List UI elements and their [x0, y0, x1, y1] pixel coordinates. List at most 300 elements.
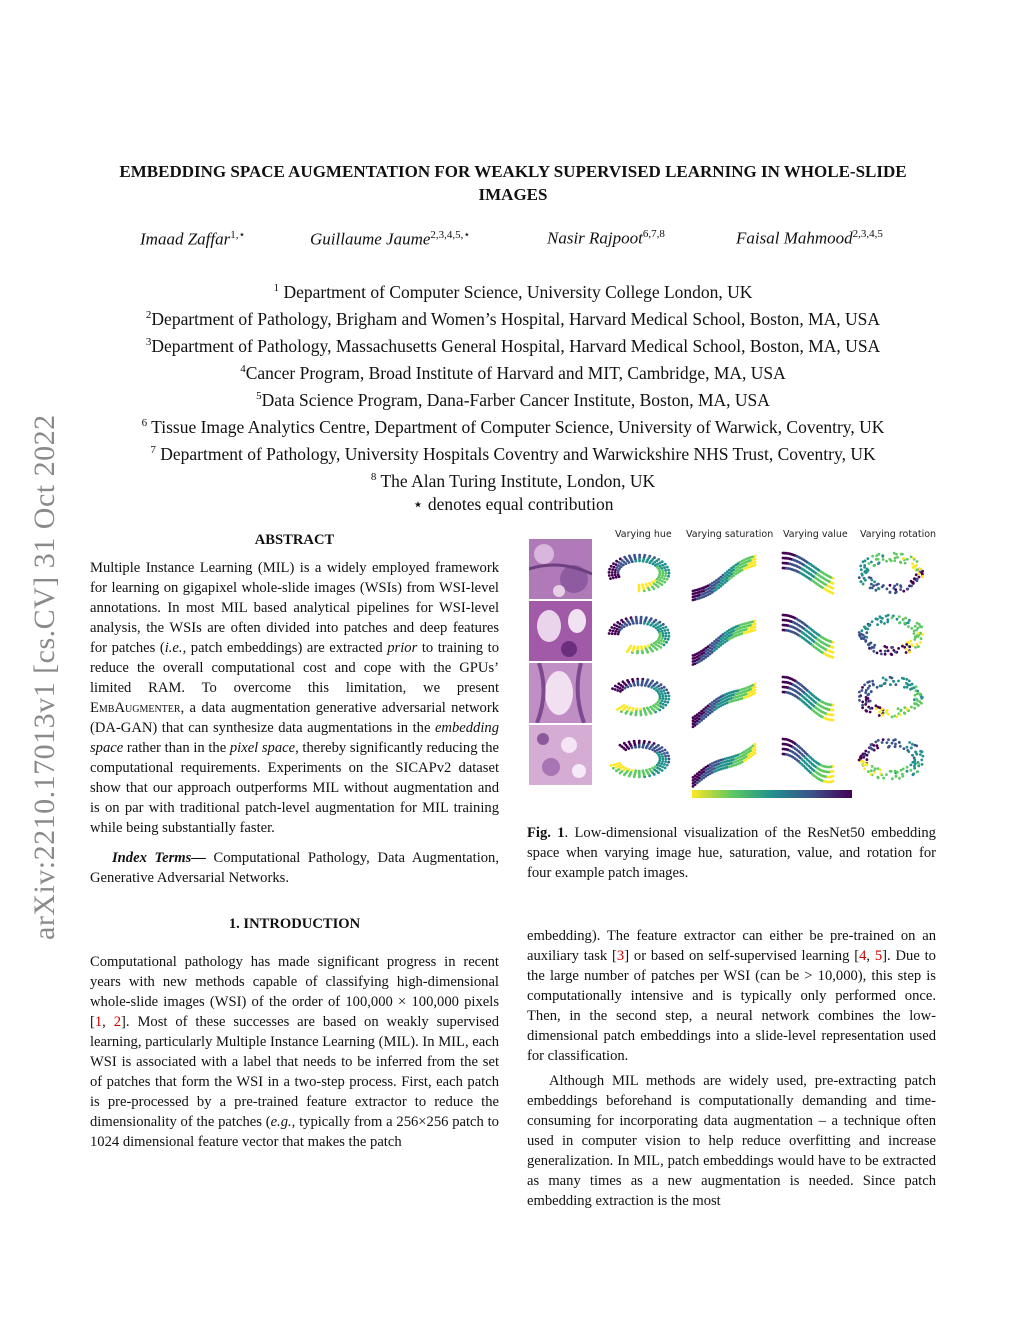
scatter-point	[869, 746, 872, 749]
scatter-point	[625, 705, 628, 708]
scatter-point	[871, 555, 874, 558]
scatter-point	[898, 741, 901, 744]
scatter-point	[648, 561, 651, 564]
scatter-point	[663, 566, 666, 569]
scatter-point	[655, 703, 658, 706]
scatter-point	[908, 741, 911, 744]
scatter-point	[876, 618, 879, 621]
scatter-point	[907, 621, 910, 624]
scatter-point	[905, 648, 908, 651]
scatter-point	[665, 695, 668, 698]
scatter-point	[906, 588, 909, 591]
scatter-point	[891, 742, 894, 745]
scatter-point	[870, 647, 873, 650]
scatter-point	[648, 768, 651, 771]
scatter-point	[903, 686, 906, 689]
scatter-point	[661, 700, 664, 703]
scatter-point	[894, 770, 897, 773]
scatter-point	[665, 572, 668, 575]
scatter-point	[617, 564, 620, 567]
scatter-point	[876, 744, 879, 747]
scatter-point	[631, 746, 634, 749]
scatter-point	[892, 680, 895, 683]
scatter-point	[886, 741, 889, 744]
scatter-point	[900, 709, 903, 712]
scatter-point	[917, 632, 920, 635]
scatter-point	[640, 646, 643, 649]
scatter-point	[704, 715, 707, 718]
scatter-point	[616, 628, 619, 631]
scatter-point	[660, 577, 663, 580]
scatter-point	[908, 619, 911, 622]
scatter-point	[913, 707, 916, 710]
scatter-point	[920, 702, 923, 705]
scatter-point	[617, 765, 620, 768]
scatter-point	[637, 646, 640, 649]
scatter-point	[754, 561, 757, 564]
scatter-point	[864, 626, 867, 629]
scatter-point	[897, 647, 900, 650]
scatter-point	[660, 762, 663, 765]
scatter-point	[661, 755, 664, 758]
scatter-point	[662, 758, 665, 761]
scatter-point	[624, 748, 627, 751]
scatter-point	[911, 754, 914, 757]
scatter-point	[635, 708, 638, 711]
scatter-point	[662, 695, 665, 698]
scatter-point	[873, 580, 876, 583]
scatter-point	[632, 622, 635, 625]
scatter-point	[863, 768, 866, 771]
scatter-point	[665, 758, 668, 761]
scatter-point	[914, 762, 917, 765]
scatter-point	[889, 770, 892, 773]
affiliation: $^8$ The Alan Turing Institute, London, UK	[370, 471, 656, 492]
scatter-point	[633, 645, 636, 648]
scatter-point	[873, 771, 876, 774]
scatter-point	[662, 703, 665, 706]
scatter-point	[889, 683, 892, 686]
scatter-point	[666, 751, 669, 754]
scatter-point	[910, 747, 913, 750]
scatter-point	[643, 622, 646, 625]
scatter-point	[608, 632, 611, 635]
scatter-point	[876, 652, 879, 655]
author: Imaad Zaffar$^{1,⋆}$	[140, 229, 246, 249]
scatter-point	[917, 763, 920, 766]
scatter-point	[865, 631, 868, 634]
scatter-point	[663, 752, 666, 755]
scatter-point	[915, 573, 918, 576]
scatter-point	[897, 707, 900, 710]
scatter-point	[667, 575, 670, 578]
scatter-point	[614, 571, 617, 574]
scatter-point	[662, 635, 665, 638]
scatter-point	[664, 698, 667, 701]
scatter-point	[916, 771, 919, 774]
scatter-point	[875, 741, 878, 744]
scatter-point	[623, 704, 626, 707]
scatter-point	[918, 568, 921, 571]
figure-column-label: Varying saturation	[686, 529, 774, 540]
figure-column-label: Varying rotation	[860, 529, 937, 540]
scatter-point	[887, 649, 890, 652]
scatter-point	[662, 627, 665, 630]
scatter-point	[878, 711, 881, 714]
scatter-point	[642, 769, 645, 772]
scatter-point	[652, 625, 655, 628]
scatter-point	[902, 557, 905, 560]
scatter-point	[884, 650, 887, 653]
scatter-point	[650, 643, 653, 646]
scatter-point	[664, 749, 667, 752]
scatter-point	[896, 618, 899, 621]
scatter-point	[864, 640, 867, 643]
scatter-point	[642, 560, 645, 563]
scatter-point	[894, 592, 897, 595]
scatter-point	[609, 577, 612, 580]
scatter-point	[910, 706, 913, 709]
scatter-point	[640, 684, 643, 687]
scatter-point	[882, 738, 885, 741]
scatter-point	[921, 570, 924, 573]
scatter-point	[608, 574, 611, 577]
scatter-point	[889, 676, 892, 679]
scatter-point	[887, 713, 890, 716]
scatter-point	[639, 708, 642, 711]
scatter-point	[891, 777, 894, 780]
scatter-point	[654, 579, 657, 582]
scatter-point	[864, 560, 867, 563]
scatter-point	[888, 558, 891, 561]
scatter-point	[754, 558, 757, 561]
scatter-point	[905, 643, 908, 646]
scatter-point	[754, 629, 757, 632]
scatter-point	[860, 568, 863, 571]
scatter-point	[916, 699, 919, 702]
scatter-point	[667, 632, 670, 635]
scatter-point	[634, 560, 637, 563]
scatter-point	[641, 583, 644, 586]
scatter-point	[754, 683, 757, 686]
scatter-point	[879, 685, 882, 688]
scatter-point	[832, 704, 835, 707]
scatter-point	[869, 711, 872, 714]
scatter-point	[860, 637, 863, 640]
scatter-point	[916, 643, 919, 646]
scatter-point	[664, 700, 667, 703]
paper-title: EMBEDDING SPACE AUGMENTATION FOR WEAKLY SUPERVISED LEARNING IN WHOLE-SLIDE IMAGES	[119, 162, 907, 204]
scatter-point	[634, 746, 637, 749]
scatter-point	[878, 561, 881, 564]
scatter-point	[613, 566, 616, 569]
scatter-point	[920, 759, 923, 762]
scatter-point	[610, 565, 613, 568]
scatter-point	[911, 683, 914, 686]
scatter-point	[894, 745, 897, 748]
scatter-point	[858, 695, 861, 698]
scatter-point	[921, 575, 924, 578]
author-list	[100, 228, 926, 256]
scatter-point	[875, 554, 878, 557]
scatter-point	[832, 714, 835, 717]
scatter-point	[913, 630, 916, 633]
scatter-point	[870, 642, 873, 645]
scatter-point	[903, 712, 906, 715]
scatter-point	[667, 755, 670, 758]
scatter-point	[615, 563, 618, 566]
scatter-point	[662, 706, 665, 709]
scatter-point	[657, 704, 660, 707]
scatter-point	[920, 637, 923, 640]
scatter-point	[878, 587, 881, 590]
intro-text: Computational pathology has made significant progress in recent years with new methods capable of classifying high-dimensional whole-slide images (WSI) of the order of 100,000 × 100,000 pixels [1, 2]. Most of these successes are based on weakly supervised learning, particularly Multiple Instance Learning (MIL). In MIL, each WSI is associated with a label that needs to be inferred from the set of patches that form the WSI in a two-step process. First, each patch is pre-processed by a pre-trained feature extractor to reduce the dimensionality of the patches (e.g., typically from a 256×256 patch to 1024 dimensional feature vector that makes the patch	[90, 954, 499, 1150]
scatter-point	[916, 622, 919, 625]
scatter-point	[921, 633, 924, 636]
intro-paragraph: Although MIL methods are widely used, pre-extracting patch embeddings beforehand is computationally demanding and time-consuming for incorporating data augmentation – a technique often used in computer vision to help reduce overfitting and increase generalization. In MIL, patch embeddings would have to be extracted as many times as a new augmentation is needed. Since patch embedding extraction is the most	[527, 1073, 936, 1209]
tissue-patch-image	[529, 539, 592, 599]
scatter-point	[885, 560, 888, 563]
scatter-point	[661, 564, 664, 567]
scatter-point	[664, 692, 667, 695]
scatter-point	[889, 591, 892, 594]
scatter-point	[875, 704, 878, 707]
scatter-point	[638, 746, 641, 749]
figure-column-label: Varying hue	[615, 529, 672, 540]
scatter-point	[899, 588, 902, 591]
scatter-point	[610, 626, 613, 629]
scatter-point	[873, 644, 876, 647]
scatter-point	[914, 702, 917, 705]
scatter-point	[644, 684, 647, 687]
citation-link[interactable]: 5	[874, 948, 883, 964]
scatter-point	[868, 562, 871, 565]
scatter-point	[754, 746, 757, 749]
scatter-point	[666, 578, 669, 581]
scatter-point	[613, 623, 616, 626]
scatter-point	[877, 558, 880, 561]
scatter-point	[883, 682, 886, 685]
scatter-point	[889, 584, 892, 587]
scatter-point	[908, 645, 911, 648]
scatter-point	[872, 646, 875, 649]
scatter-point	[664, 637, 667, 640]
scatter-point	[661, 750, 664, 753]
scatter-point	[918, 572, 921, 575]
scatter-point	[832, 765, 835, 768]
scatter-point	[620, 565, 623, 568]
scatter-point	[905, 651, 908, 654]
scatter-point	[611, 687, 614, 690]
scatter-point	[698, 721, 701, 724]
scatter-point	[921, 763, 924, 766]
scatter-point	[881, 741, 884, 744]
scatter-point	[869, 707, 872, 710]
left-column	[90, 530, 499, 1152]
scatter-point	[895, 683, 898, 686]
scatter-point	[646, 623, 649, 626]
scatter-point	[858, 576, 861, 579]
scatter-point	[915, 565, 918, 568]
scatter-point	[832, 775, 835, 778]
scatter-point	[657, 625, 660, 628]
scatter-point	[892, 739, 895, 742]
scatter-point	[614, 685, 617, 688]
scatter-point	[866, 758, 869, 761]
scatter-point	[915, 689, 918, 692]
scatter-point	[624, 767, 627, 770]
figure-column-label: Varying value	[783, 529, 848, 540]
scatter-point	[899, 745, 902, 748]
affiliation: $^4$Cancer Program, Broad Institute of Harvard and MIT, Cambridge, MA, USA	[240, 362, 786, 383]
scatter-point	[662, 623, 665, 626]
scatter-point	[715, 647, 718, 650]
scatter-point	[912, 582, 915, 585]
scatter-point	[870, 579, 873, 582]
scatter-point	[643, 707, 646, 710]
scatter-point	[660, 642, 663, 645]
scatter-point	[885, 773, 888, 776]
scatter-point	[654, 765, 657, 768]
scatter-point	[893, 559, 896, 562]
scatter-point	[876, 623, 879, 626]
scatter-point	[832, 651, 835, 654]
scatter-point	[832, 641, 835, 644]
scatter-point	[887, 738, 890, 741]
scatter-point	[666, 701, 669, 704]
scatter-point	[870, 561, 873, 564]
scatter-point	[891, 616, 894, 619]
citation-link[interactable]: 3	[616, 948, 625, 964]
scatter-point	[832, 780, 835, 783]
scatter-point	[644, 645, 647, 648]
scatter-point	[615, 625, 618, 628]
scatter-point	[870, 769, 873, 772]
scatter-point	[625, 624, 628, 627]
scatter-point	[902, 618, 905, 621]
scatter-point	[900, 769, 903, 772]
scatter-point	[907, 750, 910, 753]
citation-link[interactable]: 4	[859, 948, 867, 964]
scatter-point	[891, 646, 894, 649]
scatter-point	[648, 747, 651, 750]
scatter-point	[901, 775, 904, 778]
scatter-point	[861, 574, 864, 577]
scatter-point	[663, 686, 666, 689]
scatter-point	[661, 569, 664, 572]
scatter-point	[662, 632, 665, 635]
scatter-point	[615, 766, 618, 769]
scatter-point	[629, 623, 632, 626]
scatter-point	[659, 627, 662, 630]
scatter-point	[754, 689, 757, 692]
scatter-point	[919, 693, 922, 696]
scatter-point	[612, 767, 615, 770]
scatter-point	[614, 632, 617, 635]
scatter-point	[912, 557, 915, 560]
scatter-point	[615, 763, 618, 766]
scatter-point	[903, 622, 906, 625]
scatter-point	[886, 618, 889, 621]
scatter-point	[661, 766, 664, 769]
scatter-point	[879, 772, 882, 775]
scatter-point	[902, 590, 905, 593]
scatter-point	[896, 583, 899, 586]
scatter-point	[906, 766, 909, 769]
scatter-point	[634, 769, 637, 772]
scatter-point	[611, 568, 614, 571]
scatter-point	[861, 689, 864, 692]
scatter-point	[875, 589, 878, 592]
embedding-scatter-grid	[597, 539, 935, 791]
scatter-point	[610, 764, 613, 767]
scatter-point	[663, 577, 666, 580]
scatter-point	[868, 624, 871, 627]
scatter-point	[905, 682, 908, 685]
citation-link[interactable]: 2	[113, 1014, 122, 1030]
scatter-point	[861, 629, 864, 632]
scatter-point	[899, 561, 902, 564]
scatter-point	[909, 640, 912, 643]
scatter-point	[665, 689, 668, 692]
scatter-point	[666, 764, 669, 767]
scatter-point	[861, 704, 864, 707]
scatter-point	[885, 679, 888, 682]
citation-link[interactable]: 1	[94, 1014, 103, 1030]
scatter-point	[863, 683, 866, 686]
scatter-point	[662, 640, 665, 643]
scatter-point	[632, 707, 635, 710]
scatter-point	[664, 704, 667, 707]
scatter-point	[660, 639, 663, 642]
scatter-point	[861, 686, 864, 689]
scatter-point	[882, 714, 885, 717]
scatter-point	[859, 565, 862, 568]
author: Faisal Mahmood$^{2,3,4,5}$	[736, 228, 883, 248]
equal-contribution-note: ⋆ denotes equal contribution	[412, 494, 614, 515]
scatter-point	[879, 616, 882, 619]
scatter-point	[880, 653, 883, 656]
scatter-point	[912, 773, 915, 776]
scatter-point	[749, 755, 752, 758]
scatter-point	[915, 629, 918, 632]
scatter-point	[882, 584, 885, 587]
scatter-point	[894, 651, 897, 654]
scatter-point	[915, 751, 918, 754]
scatter-point	[658, 751, 661, 754]
scatter-point	[868, 685, 871, 688]
scatter-point	[638, 560, 641, 563]
scatter-point	[867, 770, 870, 773]
scatter-point	[645, 560, 648, 563]
scatter-point	[665, 635, 668, 638]
scatter-point	[664, 629, 667, 632]
affiliation: $^3$Department of Pathology, Massachusetts General Hospital, Harvard Medical School, Boston, MA, USA	[145, 335, 881, 356]
scatter-point	[622, 766, 625, 769]
scatter-point	[650, 686, 653, 689]
tissue-patch-image	[529, 663, 592, 723]
scatter-point	[910, 627, 913, 630]
scatter-point	[916, 560, 919, 563]
scatter-point	[664, 760, 667, 763]
scatter-point	[895, 715, 898, 718]
scatter-point	[894, 557, 897, 560]
scatter-point	[667, 698, 670, 701]
scatter-point	[659, 705, 662, 708]
scatter-point	[879, 650, 882, 653]
scatter-point	[919, 641, 922, 644]
scatter-point	[913, 577, 916, 580]
